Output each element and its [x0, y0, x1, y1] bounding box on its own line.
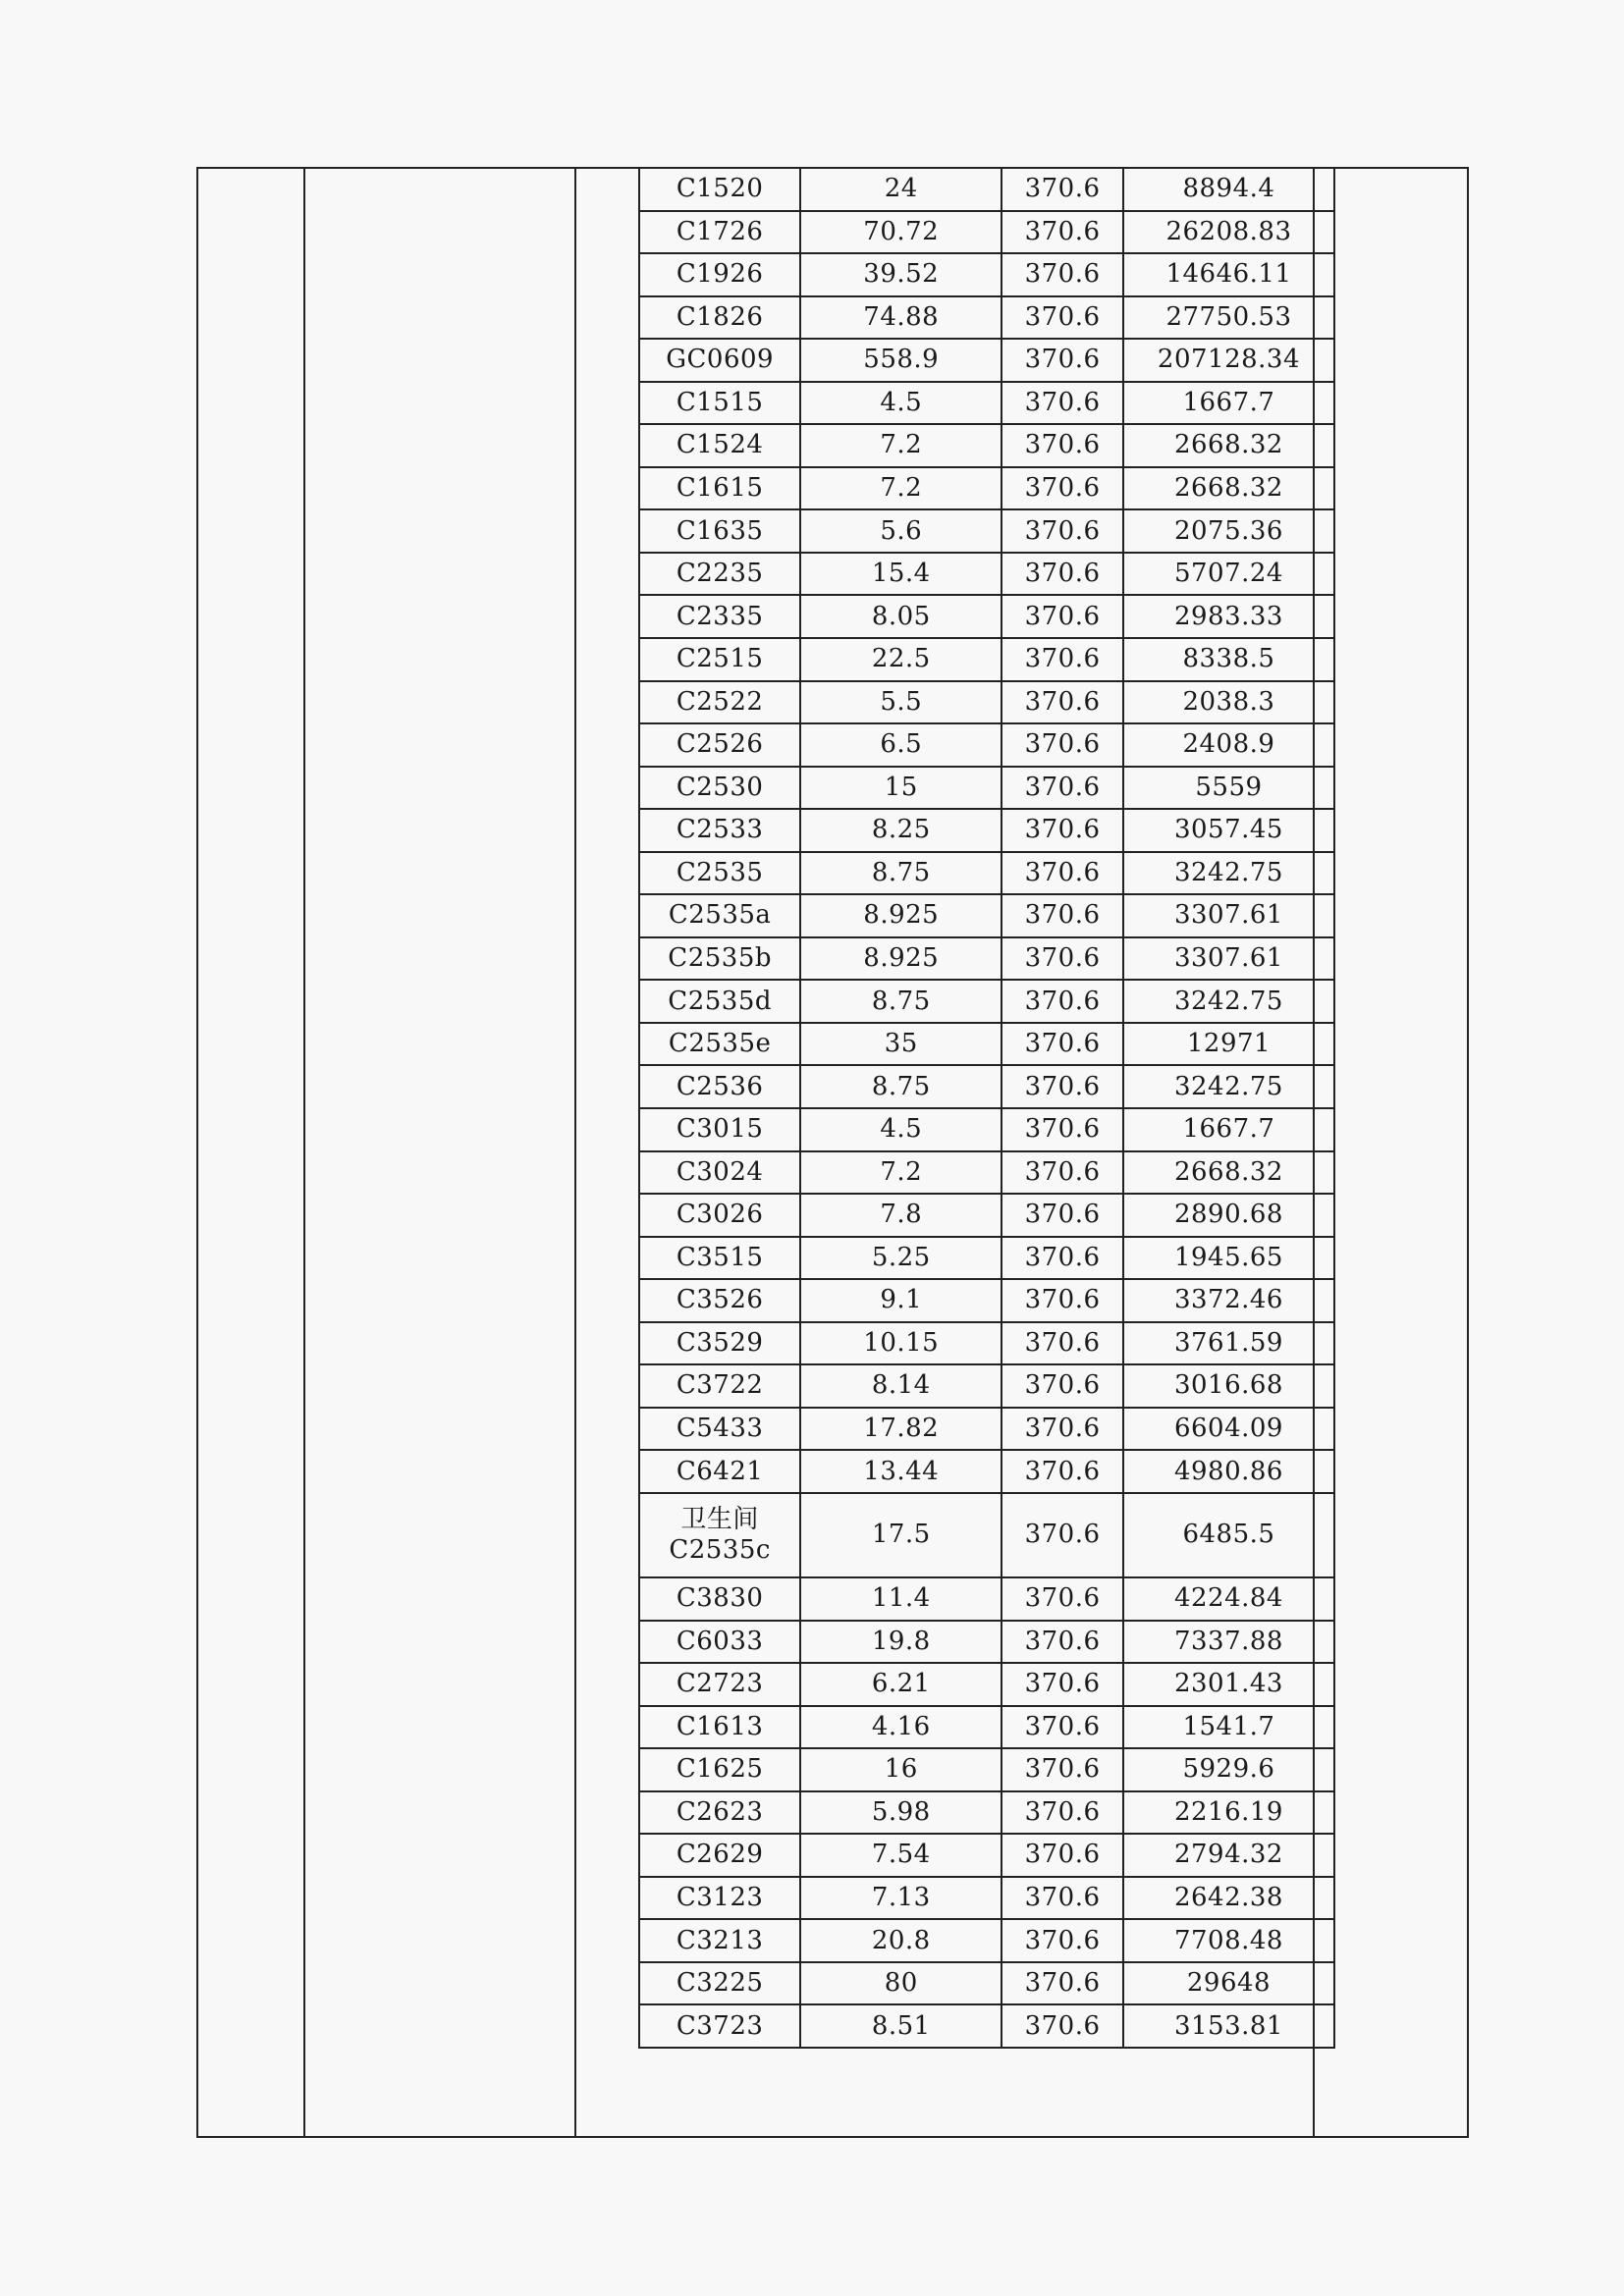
cell-unit-price: 370.6: [1001, 1919, 1123, 1962]
column-divider: [574, 169, 576, 2136]
cell-unit-price: 370.6: [1001, 1962, 1123, 2005]
cell-window-code: C3830: [639, 1577, 800, 1621]
cell-window-code: C6421: [639, 1450, 800, 1493]
table-row: [639, 1919, 1334, 1962]
cell-unit-price: 370.6: [1001, 894, 1123, 937]
cell-unit-price: 370.6: [1001, 937, 1123, 981]
cell-quantity: 20.8: [800, 1919, 1001, 1962]
table-row: [639, 339, 1334, 382]
cell-unit-price: 370.6: [1001, 852, 1123, 895]
cell-window-code: C2235: [639, 553, 800, 596]
cell-amount: 14646.11: [1123, 253, 1334, 296]
cell-window-code: C3026: [639, 1194, 800, 1237]
table-row: [639, 1748, 1334, 1791]
cell-unit-price: 370.6: [1001, 296, 1123, 340]
cell-amount: 4224.84: [1123, 1577, 1334, 1621]
table-row: [639, 509, 1334, 553]
cell-unit-price: 370.6: [1001, 2004, 1123, 2048]
cell-window-code: C1635: [639, 509, 800, 553]
cell-quantity: 8.51: [800, 2004, 1001, 2048]
cell-unit-price: 370.6: [1001, 1408, 1123, 1451]
table-row: [639, 638, 1334, 681]
table-row: [639, 253, 1334, 296]
cell-amount: 3242.75: [1123, 1065, 1334, 1108]
cell-amount: 3307.61: [1123, 937, 1334, 981]
cell-amount: 27750.53: [1123, 296, 1334, 340]
cell-unit-price: 370.6: [1001, 1279, 1123, 1322]
cell-unit-price: 370.6: [1001, 424, 1123, 467]
cell-amount: 5929.6: [1123, 1748, 1334, 1791]
cell-amount: 2668.32: [1123, 424, 1334, 467]
table-row: [639, 1279, 1334, 1322]
cell-quantity: 13.44: [800, 1450, 1001, 1493]
cell-quantity: 17.5: [800, 1493, 1001, 1577]
cell-quantity: 8.75: [800, 852, 1001, 895]
cell-quantity: 7.2: [800, 467, 1001, 510]
table-row: [639, 1408, 1334, 1451]
window-price-table: [638, 167, 1335, 2049]
cell-amount: 7708.48: [1123, 1919, 1334, 1962]
table-row: [639, 1706, 1334, 1749]
cell-amount: 2408.9: [1123, 723, 1334, 767]
cell-amount: 3307.61: [1123, 894, 1334, 937]
cell-window-code: C3526: [639, 1279, 800, 1322]
cell-unit-price: 370.6: [1001, 1108, 1123, 1151]
cell-quantity: 5.25: [800, 1237, 1001, 1280]
cell-window-code: C2530: [639, 767, 800, 810]
cell-window-code: C3024: [639, 1151, 800, 1195]
cell-window-code: [639, 1493, 800, 1577]
cell-window-code: C1524: [639, 424, 800, 467]
cell-unit-price: 370.6: [1001, 553, 1123, 596]
table-row: [639, 809, 1334, 852]
cell-unit-price: 370.6: [1001, 681, 1123, 724]
cell-window-code: C2536: [639, 1065, 800, 1108]
cell-quantity: 4.16: [800, 1706, 1001, 1749]
cell-amount: 3057.45: [1123, 809, 1334, 852]
cell-amount: 8338.5: [1123, 638, 1334, 681]
cell-quantity: 8.05: [800, 595, 1001, 638]
cell-amount: 8894.4: [1123, 168, 1334, 211]
cell-amount: 3016.68: [1123, 1364, 1334, 1408]
cell-quantity: 558.9: [800, 339, 1001, 382]
cell-unit-price: 370.6: [1001, 1450, 1123, 1493]
cell-amount: 6485.5: [1123, 1493, 1334, 1577]
cell-unit-price: 370.6: [1001, 638, 1123, 681]
cell-quantity: 8.925: [800, 937, 1001, 981]
table-row: [639, 1023, 1334, 1066]
cell-quantity: 5.5: [800, 681, 1001, 724]
cell-quantity: 15: [800, 767, 1001, 810]
cell-amount: 5707.24: [1123, 553, 1334, 596]
cell-window-code: C3529: [639, 1322, 800, 1365]
cell-amount: 2668.32: [1123, 467, 1334, 510]
cell-unit-price: 370.6: [1001, 339, 1123, 382]
cell-unit-price: 370.6: [1001, 1577, 1123, 1621]
cell-quantity: 8.14: [800, 1364, 1001, 1408]
table-row: [639, 852, 1334, 895]
table-row: [639, 1322, 1334, 1365]
table-row: [639, 1065, 1334, 1108]
table-row: [639, 681, 1334, 724]
cell-quantity: 6.21: [800, 1663, 1001, 1706]
cell-quantity: 24: [800, 168, 1001, 211]
cell-window-code: C2535: [639, 852, 800, 895]
cell-window-code: C6033: [639, 1621, 800, 1664]
cell-quantity: 15.4: [800, 553, 1001, 596]
cell-quantity: 7.54: [800, 1834, 1001, 1877]
cell-window-code: C1613: [639, 1706, 800, 1749]
cell-quantity: 80: [800, 1962, 1001, 2005]
cell-quantity: 39.52: [800, 253, 1001, 296]
table-row: [639, 1364, 1334, 1408]
table-row: [639, 424, 1334, 467]
cell-window-code-line2: C2535c: [669, 1534, 771, 1565]
cell-window-code: C2723: [639, 1663, 800, 1706]
cell-window-code: C2629: [639, 1834, 800, 1877]
table-row: [639, 1108, 1334, 1151]
cell-quantity: 17.82: [800, 1408, 1001, 1451]
cell-unit-price: 370.6: [1001, 1791, 1123, 1835]
cell-amount: 3242.75: [1123, 852, 1334, 895]
cell-amount: 2890.68: [1123, 1194, 1334, 1237]
cell-amount: 2301.43: [1123, 1663, 1334, 1706]
cell-quantity: 4.5: [800, 1108, 1001, 1151]
table-row: [639, 211, 1334, 254]
cell-unit-price: 370.6: [1001, 1621, 1123, 1664]
cell-window-code: C3723: [639, 2004, 800, 2048]
cell-quantity: 35: [800, 1023, 1001, 1066]
table-row: [639, 553, 1334, 596]
cell-amount: 2216.19: [1123, 1791, 1334, 1835]
cell-window-code: C1515: [639, 382, 800, 425]
cell-unit-price: 370.6: [1001, 595, 1123, 638]
table-row: [639, 767, 1334, 810]
cell-amount: 2794.32: [1123, 1834, 1334, 1877]
cell-quantity: 11.4: [800, 1577, 1001, 1621]
cell-unit-price: 370.6: [1001, 168, 1123, 211]
cell-amount: 7337.88: [1123, 1621, 1334, 1664]
cell-amount: 6604.09: [1123, 1408, 1334, 1451]
cell-window-code: C2515: [639, 638, 800, 681]
cell-amount: 1667.7: [1123, 382, 1334, 425]
cell-window-code: C2535e: [639, 1023, 800, 1066]
table-row: [639, 1450, 1334, 1493]
table-row: [639, 296, 1334, 340]
cell-amount: 2668.32: [1123, 1151, 1334, 1195]
cell-amount: 12971: [1123, 1023, 1334, 1066]
cell-amount: 2038.3: [1123, 681, 1334, 724]
cell-unit-price: 370.6: [1001, 767, 1123, 810]
table-row: [639, 1621, 1334, 1664]
table-row: [639, 2004, 1334, 2048]
cell-unit-price: 370.6: [1001, 253, 1123, 296]
cell-quantity: 8.75: [800, 1065, 1001, 1108]
cell-quantity: 70.72: [800, 211, 1001, 254]
cell-quantity: 7.13: [800, 1877, 1001, 1920]
cell-unit-price: 370.6: [1001, 1706, 1123, 1749]
cell-unit-price: 370.6: [1001, 1237, 1123, 1280]
table-row: [639, 1151, 1334, 1195]
cell-window-code: C2526: [639, 723, 800, 767]
table-row: [639, 937, 1334, 981]
cell-amount: 3372.46: [1123, 1279, 1334, 1322]
cell-window-code: C3015: [639, 1108, 800, 1151]
cell-window-code: GC0609: [639, 339, 800, 382]
cell-window-code: C2535d: [639, 980, 800, 1023]
table-row: [639, 1194, 1334, 1237]
cell-window-code: C1926: [639, 253, 800, 296]
cell-window-code: C5433: [639, 1408, 800, 1451]
cell-window-code: C1726: [639, 211, 800, 254]
cell-amount: 1945.65: [1123, 1237, 1334, 1280]
cell-amount: 1667.7: [1123, 1108, 1334, 1151]
cell-amount: 26208.83: [1123, 211, 1334, 254]
table-row: [639, 1663, 1334, 1706]
table-row: [639, 1237, 1334, 1280]
cell-window-code: C2522: [639, 681, 800, 724]
cell-quantity: 8.75: [800, 980, 1001, 1023]
table-row: [639, 1493, 1334, 1577]
table-row: [639, 1962, 1334, 2005]
cell-quantity: 5.98: [800, 1791, 1001, 1835]
cell-unit-price: 370.6: [1001, 467, 1123, 510]
cell-amount: 5559: [1123, 767, 1334, 810]
cell-quantity: 8.25: [800, 809, 1001, 852]
column-divider: [303, 169, 305, 2136]
table-row: [639, 980, 1334, 1023]
cell-amount: 2642.38: [1123, 1877, 1334, 1920]
cell-window-code: C1826: [639, 296, 800, 340]
table-row: [639, 1834, 1334, 1877]
cell-window-code: C3722: [639, 1364, 800, 1408]
cell-amount: 207128.34: [1123, 339, 1334, 382]
cell-quantity: 5.6: [800, 509, 1001, 553]
cell-quantity: 22.5: [800, 638, 1001, 681]
cell-window-code: C2335: [639, 595, 800, 638]
cell-window-code: C2533: [639, 809, 800, 852]
cell-unit-price: 370.6: [1001, 1663, 1123, 1706]
cell-unit-price: 370.6: [1001, 382, 1123, 425]
cell-window-code: C2535b: [639, 937, 800, 981]
cell-window-code: C2623: [639, 1791, 800, 1835]
cell-unit-price: 370.6: [1001, 1023, 1123, 1066]
cell-unit-price: 370.6: [1001, 1194, 1123, 1237]
cell-amount: 3761.59: [1123, 1322, 1334, 1365]
cell-unit-price: 370.6: [1001, 723, 1123, 767]
cell-window-code: C1625: [639, 1748, 800, 1791]
cell-amount: 29648: [1123, 1962, 1334, 2005]
cell-quantity: 16: [800, 1748, 1001, 1791]
cell-quantity: 7.2: [800, 1151, 1001, 1195]
table-row: [639, 595, 1334, 638]
table-row: [639, 467, 1334, 510]
cell-amount: 3242.75: [1123, 980, 1334, 1023]
cell-window-code: C3213: [639, 1919, 800, 1962]
cell-quantity: 8.925: [800, 894, 1001, 937]
cell-window-code-line1: 卫生间: [680, 1504, 759, 1534]
cell-window-code: C1520: [639, 168, 800, 211]
table-row: [639, 168, 1334, 211]
table-row: [639, 1577, 1334, 1621]
cell-unit-price: 370.6: [1001, 1748, 1123, 1791]
cell-window-code: C3123: [639, 1877, 800, 1920]
table-row: [639, 382, 1334, 425]
cell-amount: 2075.36: [1123, 509, 1334, 553]
table-row: [639, 1877, 1334, 1920]
cell-unit-price: 370.6: [1001, 980, 1123, 1023]
cell-quantity: 4.5: [800, 382, 1001, 425]
cell-unit-price: 370.6: [1001, 1877, 1123, 1920]
cell-unit-price: 370.6: [1001, 1364, 1123, 1408]
cell-unit-price: 370.6: [1001, 211, 1123, 254]
cell-unit-price: 370.6: [1001, 509, 1123, 553]
cell-unit-price: 370.6: [1001, 1322, 1123, 1365]
cell-amount: 2983.33: [1123, 595, 1334, 638]
cell-quantity: 10.15: [800, 1322, 1001, 1365]
cell-quantity: 7.8: [800, 1194, 1001, 1237]
cell-unit-price: 370.6: [1001, 1065, 1123, 1108]
table-body: [639, 168, 1334, 2048]
cell-unit-price: 370.6: [1001, 1834, 1123, 1877]
cell-unit-price: 370.6: [1001, 1493, 1123, 1577]
table-row: [639, 1791, 1334, 1835]
cell-window-code: C3225: [639, 1962, 800, 2005]
cell-quantity: 6.5: [800, 723, 1001, 767]
cell-quantity: 7.2: [800, 424, 1001, 467]
cell-window-code: C3515: [639, 1237, 800, 1280]
cell-window-code: C1615: [639, 467, 800, 510]
cell-unit-price: 370.6: [1001, 809, 1123, 852]
cell-unit-price: 370.6: [1001, 1151, 1123, 1195]
cell-amount: 3153.81: [1123, 2004, 1334, 2048]
cell-window-code: C2535a: [639, 894, 800, 937]
table-row: [639, 894, 1334, 937]
cell-quantity: 9.1: [800, 1279, 1001, 1322]
cell-quantity: 19.8: [800, 1621, 1001, 1664]
cell-amount: 4980.86: [1123, 1450, 1334, 1493]
table-row: [639, 723, 1334, 767]
cell-amount: 1541.7: [1123, 1706, 1334, 1749]
cell-quantity: 74.88: [800, 296, 1001, 340]
